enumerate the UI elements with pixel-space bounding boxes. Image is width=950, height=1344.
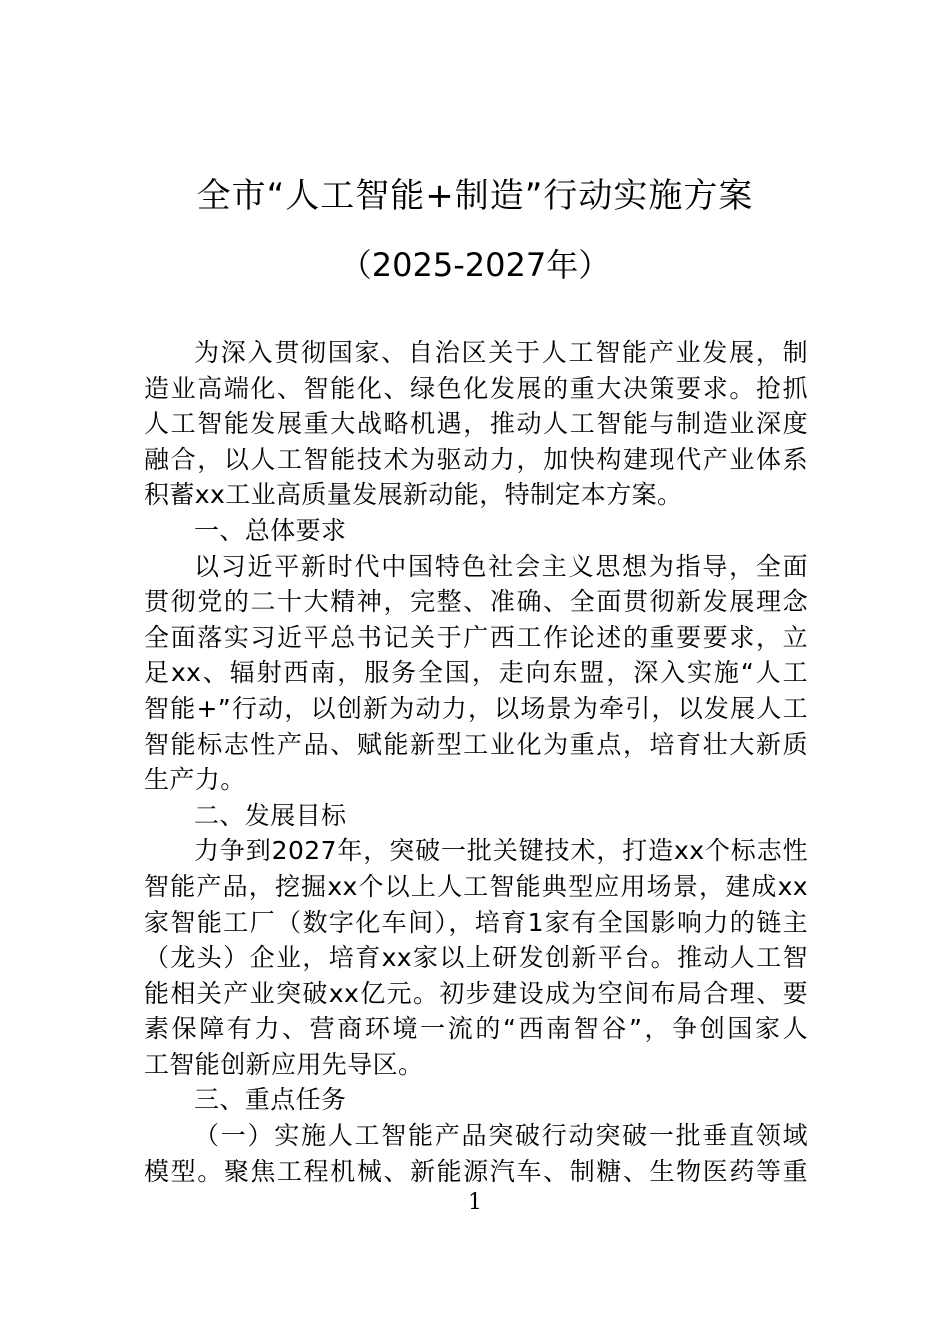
section-heading-general-requirements: 一、总体要求 [194, 515, 347, 545]
requirements-paragraph-line: 贯彻党的二十大精神，完整、准确、全面贯彻新发展理念 [144, 587, 808, 617]
goals-paragraph-line: 工智能创新应用先导区。 [144, 1049, 424, 1079]
requirements-paragraph-line: 足xx、辐射西南，服务全国，走向东盟，深入实施“人工 [144, 658, 808, 688]
tasks-paragraph-line: （一）实施人工智能产品突破行动突破一批垂直领域 [194, 1121, 808, 1151]
requirements-paragraph-line: 生产力。 [144, 765, 246, 795]
intro-paragraph-line: 为深入贯彻国家、自治区关于人工智能产业发展，制 [194, 338, 808, 367]
intro-paragraph-line: 积蓄xx工业高质量发展新动能，特制定本方案。 [144, 480, 683, 510]
goals-paragraph-line: 能相关产业突破xx亿元。初步建设成为空间布局合理、要 [144, 978, 808, 1008]
requirements-paragraph-line: 以习近平新时代中国特色社会主义思想为指导，全面 [194, 551, 808, 581]
document-title: 全市“人工智能+制造”行动实施方案 [196, 176, 754, 216]
intro-paragraph-line: 人工智能发展重大战略机遇，推动人工智能与制造业深度 [144, 409, 808, 439]
goals-paragraph-line: 力争到2027年，突破一批关键技术，打造xx个标志性 [194, 836, 808, 866]
section-heading-key-tasks: 三、重点任务 [194, 1085, 347, 1115]
goals-paragraph-line: 家智能工厂（数字化车间），培育1家有全国影响力的链主 [144, 907, 808, 937]
goals-paragraph-line: 智能产品，挖掘xx个以上人工智能典型应用场景，建成xx [144, 871, 808, 901]
document-subtitle: （2025-2027年） [339, 246, 611, 284]
intro-paragraph-line: 融合，以人工智能技术为驱动力，加快构建现代产业体系 [144, 444, 808, 474]
goals-paragraph-line: （龙头）企业，培育xx家以上研发创新平台。推动人工智 [144, 943, 808, 973]
section-heading-development-goals: 二、发展目标 [194, 800, 347, 830]
page-number: 1 [468, 1190, 482, 1215]
document-body [144, 335, 808, 1189]
requirements-paragraph-line: 智能标志性产品、赋能新型工业化为重点，培育壮大新质 [144, 729, 808, 759]
goals-paragraph-line: 素保障有力、营商环境一流的“西南智谷”，争创国家人 [144, 1014, 808, 1044]
intro-paragraph-line: 造业高端化、智能化、绿色化发展的重大决策要求。抢抓 [144, 373, 808, 403]
requirements-paragraph-line: 智能+”行动，以创新为动力，以场景为牵引，以发展人工 [144, 693, 808, 723]
requirements-paragraph-line: 全面落实习近平总书记关于广西工作论述的重要要求，立 [144, 622, 808, 652]
tasks-paragraph-line: 模型。聚焦工程机械、新能源汽车、制糖、生物医药等重 [144, 1156, 808, 1186]
